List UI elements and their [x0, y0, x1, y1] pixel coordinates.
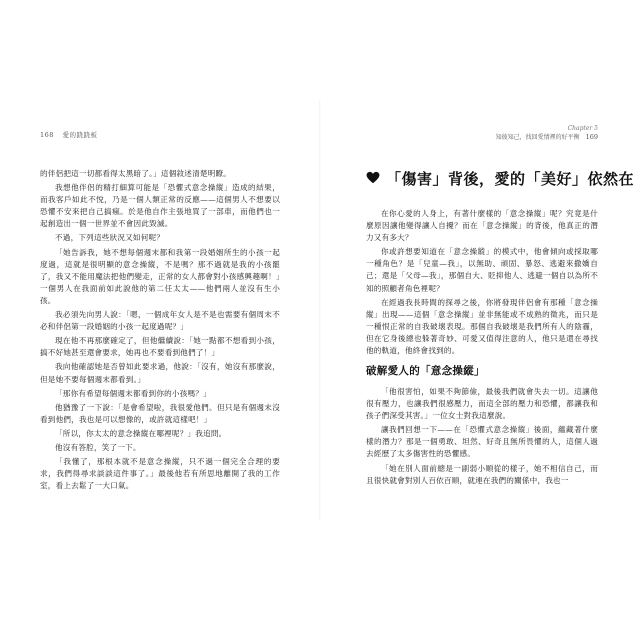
section-title-row	[366, 166, 635, 190]
left-running-head: 愛的跷跷板	[62, 131, 98, 139]
paragraph: 「她告訴我，她不想每個週末都和我第一段婚姻所生的小孩一起度過，這就是很明顯的意念操縱，不是嗎？那不過就是我的小孩罷了，我又不能用魔法把他們變走，正常的女人都會對小孩感興趣啊！」一個男人在我面前如此說他的第二任太太——他們兩人並沒有生小孩。	[40, 247, 280, 305]
left-body-text	[40, 168, 280, 494]
paragraph: 「那你有希望每個週末都看到你的小孩嗎？」	[55, 388, 211, 398]
paragraph: 「我懂了，那根本就不是意念操縱，只不過一個完全合理的要求，我們得尋求談談這件事了。」最後他若有所思地離開了我的工作室，看上去鬆了一大口氣。	[40, 457, 280, 491]
paragraph: 不過，下列這些狀況又如何呢？	[55, 233, 165, 243]
paragraph: 「她在別人面前總是一副弱小順從的樣子，她不相信自己，而且很快就會對別人百依百順，就連在我們的關係中，我也一	[366, 463, 598, 485]
paragraph: 他猶豫了一下說：「是會希望啦，我很愛他們。但只是有個週末沒看到他們，我也是可以想像的，或許就這樣吧！」	[40, 402, 280, 424]
paragraph: 「所以，你太太的意念操縱在哪裡呢？」我追問。	[55, 428, 227, 438]
right-body-text	[366, 208, 598, 359]
chapter-label: Chapter 5	[567, 125, 598, 132]
paragraph: 我向他確認她是否曾如此要求過，他說：「沒有，她沒有那麼說，但是她不要每個週末都看到。」	[40, 362, 280, 384]
paragraph: 他沒有答腔，笑了一下。	[55, 442, 141, 452]
paragraph: 讓我們回想一下——在「恐懼式意念操縱」後面，蘊藏著什麼樣的潛力？那是一個勇敢、坦然、好奇且無所畏懼的人，這個人過去經歷了太多傷害性的恐懼感。	[366, 425, 598, 459]
paragraph: 在你心愛的人身上，有著什麼樣的「意念操縱」呢？究竟是什麼原因讓他變得讓人自擾？而在「意念操縱」的背後，他真正的潛力又有多大？	[366, 209, 598, 243]
paragraph: 我想他伴侶的精打細算可能是「恐懼式意念操縱」造成的結果，而我客戶如此不悅，乃是一個人類正常的反應——這個男人不想要以恐懼不安來把自己搞瘋。於是他自作主張地買了一部車，而他們也一起創造出一個一世界並不會因此毀滅。	[40, 183, 280, 229]
paragraph: 在經過我長時間的探尋之後，你將發現伴侶會有那種「意念操縱」出現——這個「意念操縱」並非無能或不成熟的徵兆，而只是一種恨正常的自我破壞表現。那個自我破壞是我們所有人的陰霾，但在它身後總也躲著奇妙、可愛又值得注意的人，他只是還在尋找他的軌道，他終會找到的。	[366, 297, 598, 356]
heart-icon	[366, 171, 380, 185]
left-folio	[40, 130, 98, 139]
right-folio	[496, 125, 598, 142]
paragraph: 你或許想要知道在「意念操縱」的模式中，他會傾向或採取哪一種角色？是「兒童—我」，以無助、頑固、暴怒、逃避來撒嬌自己；還是「父母—我」，那個自大、貶抑他人、逃避一個自以為所不知的照顧者角色裡呢？	[366, 247, 598, 293]
paragraph: 的伴侶把這一切都看得太黑暗了。」這個敘述清楚明瞭。	[40, 169, 232, 178]
right-body-text-2	[366, 386, 598, 489]
paragraph: 現在他不再那麼確定了，但他繼續說：「她一點都不想看到小孩，搞不好她甚至還會要求，她再也不要看到他們了！」	[40, 336, 280, 358]
right-page-number: 169	[585, 133, 598, 141]
paragraph: 「他很害怕，如果不夠節儉，最後我們就會失去一切。這讓他很有壓力，也讓我們很感壓力，而這全部的壓力和恐懼，都讓我和孩子們深受其害。」一位女士對我這麼說。	[366, 387, 598, 421]
chapter-title: 知彼知己，找回愛情裡的好平衡	[495, 134, 580, 141]
subheading: 破解愛人的「意念操縱」	[366, 365, 485, 377]
left-page-number: 168	[40, 131, 54, 139]
section-title: 「傷害」背後，愛的「美好」依然在	[386, 169, 635, 188]
paragraph: 我必須先向男人說：「嗯，一個成年女人是不是也需要有個周末不必和伴侶第一段婚姻的小孩一起度過呢？」	[40, 310, 280, 332]
